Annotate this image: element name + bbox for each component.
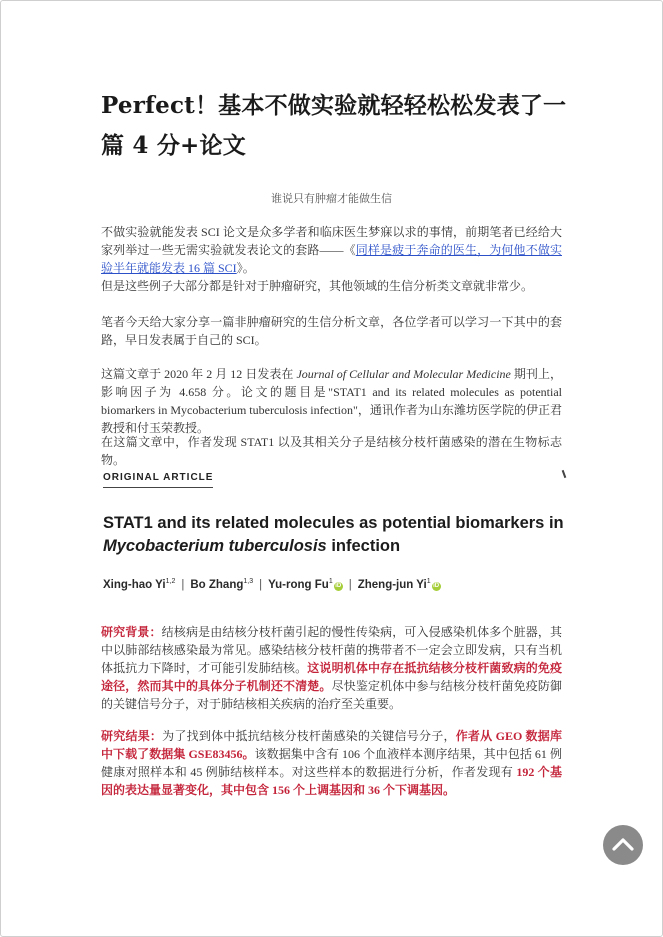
intro-text-end: 》。 bbox=[236, 261, 255, 275]
article-subtitle: 谁说只有肿瘤才能做生信 bbox=[271, 193, 392, 205]
article-header-image bbox=[101, 468, 569, 600]
related-article-link[interactable]: 同样是疲于奔命的医生，为何他不做实验半年就能发表 16 篇 SCI bbox=[101, 243, 562, 275]
publication-paragraph bbox=[101, 365, 562, 437]
paper-title bbox=[103, 512, 573, 558]
author-affiliation: 1,2 bbox=[165, 578, 176, 585]
author-separator: | bbox=[181, 578, 185, 591]
intro-paragraph-2: 但是这些例子大部分都是针对于肿瘤研究，其他领域的生信分析类文章就非常少。 bbox=[101, 279, 534, 293]
intro-paragraph-1 bbox=[101, 223, 562, 277]
author-affiliation: 1 bbox=[328, 578, 333, 585]
author-name[interactable]: Xing-hao Yi bbox=[103, 578, 166, 591]
decorative-tick bbox=[562, 470, 567, 478]
background-paragraph bbox=[101, 623, 562, 713]
author-separator: | bbox=[348, 578, 352, 591]
paper-title-species: Mycobacterium tuberculosis bbox=[103, 537, 327, 555]
author-list bbox=[103, 578, 441, 591]
paper-title-c: infection bbox=[326, 537, 401, 555]
background-text-2: 尽快鉴定机体中参与结核分枝杆菌免疫防御的关键信号分子，对于肺结核相关疾病的治疗至关重要。 bbox=[101, 679, 562, 711]
background-highlight: 这说明机体中存在抵抗结核分枝杆菌致病的免疫途径，然而其中的具体分子机制还不清楚。 bbox=[101, 661, 562, 693]
results-text-2: 该数据集中含有 106 个血液样本测序结果，其中包括 61 例健康对照样本和 45 例肺结核样本。对这些样本的数据进行分析，作者发现有 bbox=[101, 747, 562, 779]
intro-text: 不做实验就能发表 SCI 论文是众多学者和临床医生梦寐以求的事情，前期笔者已经给大家列举过一些无需实验就发表论文的套路——《 bbox=[101, 225, 562, 257]
publication-text-b: 期刊上，影响因子为 4.658 分。论文的题目是"STAT1 and its related molecules as potential biomarkers in Mycobacterium tuberculosis infection"，通讯作者为山东潍坊医学院的伊正君教授和付玉荣教授。 bbox=[101, 367, 562, 435]
orcid-icon[interactable]: iD bbox=[433, 582, 440, 589]
intro-paragraph-3: 笔者今天给大家分享一篇非肿瘤研究的生信分析文章，各位学者可以学习一下其中的套路，早日发表属于自己的 SCI。 bbox=[101, 315, 562, 347]
publication-text-a: 这篇文章于 2020 年 2 月 12 日发表在 bbox=[101, 367, 297, 381]
finding-paragraph: 在这篇文章中，作者发现 STAT1 以及其相关分子是结核分枝杆菌感染的潜在生物标志物。 bbox=[101, 435, 562, 467]
author-name[interactable]: Zheng-jun Yi bbox=[357, 578, 427, 591]
paper-title-a: STAT1 and its related molecules as potential biomarkers in bbox=[103, 514, 564, 532]
results-highlight-1: 作者从 GEO 数据库中下载了数据集 GSE83456。 bbox=[101, 729, 562, 761]
background-label: 研究背景： bbox=[101, 625, 162, 639]
back-to-top-button[interactable] bbox=[603, 825, 643, 865]
results-paragraph bbox=[101, 727, 562, 799]
results-text-1: 为了找到体中抵抗结核分枝杆菌感染的关键信号分子， bbox=[162, 729, 456, 743]
orcid-icon[interactable]: iD bbox=[335, 582, 342, 589]
author-name[interactable]: Bo Zhang bbox=[190, 578, 244, 591]
results-highlight-2: 192 个基因的表达量显著变化，其中包含 156 个上调基因和 36 个下调基因。 bbox=[101, 765, 562, 797]
results-label: 研究结果： bbox=[101, 729, 163, 743]
author-affiliation: 1 bbox=[426, 578, 431, 585]
article-type-label: ORIGINAL ARTICLE bbox=[103, 472, 214, 483]
chevron-up-icon bbox=[612, 836, 634, 852]
author-separator: | bbox=[259, 578, 263, 591]
journal-name: Journal of Cellular and Molecular Medicine bbox=[296, 367, 511, 381]
author-affiliation: 1,3 bbox=[243, 578, 254, 585]
label-underline bbox=[103, 487, 213, 488]
author-name[interactable]: Yu-rong Fu bbox=[268, 578, 329, 591]
background-text: 结核病是由结核分枝杆菌引起的慢性传染病，可入侵感染机体多个脏器，其中以肺部结核感染最为常见。感染结核分枝杆菌的携带者不一定会立即发病，只有当机体抵抗力下降时，才可能引发肺结核。 bbox=[101, 625, 562, 675]
article-headline: Perfect！基本不做实验就轻轻松松发表了一篇 4 分+论文 bbox=[101, 92, 567, 159]
